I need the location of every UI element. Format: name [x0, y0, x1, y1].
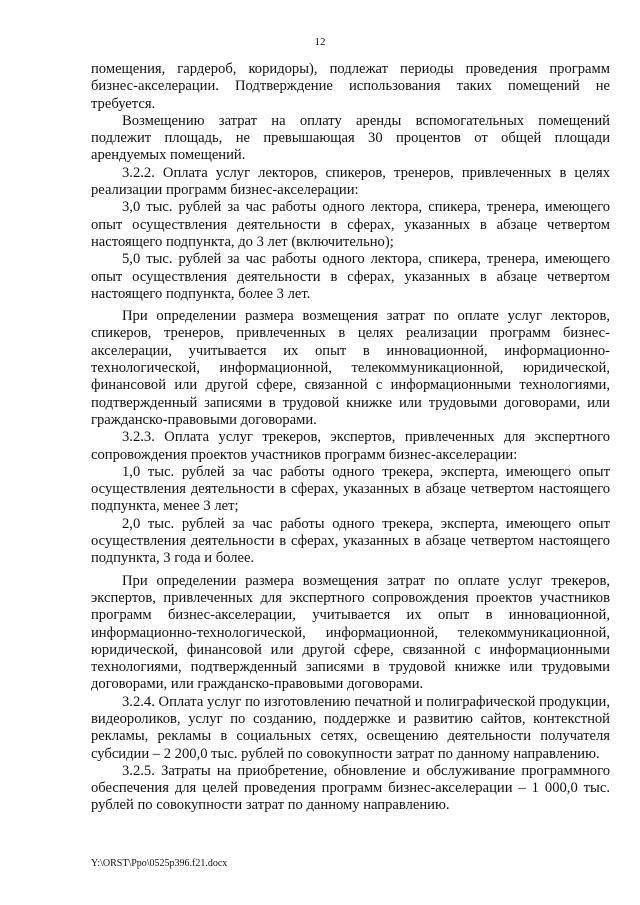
paragraph: При определении размера возмещения затрат по оплате услуг трекеров, экспертов, привлеченных для экспертного сопровождения проектов участников программ бизнес-акселерации, учитывается их опыт в инновационной, информационно-технологической, информационной, телекоммуникационной, юридической, финансовой или другой сфере, связанной с информационными технологиями, подтвержденный записями в трудовой книжке или трудовыми договорами, или гражданско-правовыми договорами.	[91, 572, 610, 693]
paragraph-continuation: помещения, гардероб, коридоры), подлежат периоды проведения программ бизнес-акселерации. Подтверждение использования таких помещений не требуется.	[91, 61, 610, 112]
paragraph-clause-3-2-2: 3.2.2. Оплата услуг лекторов, спикеров, тренеров, привлеченных в целях реализации программ бизнес-акселерации:	[91, 164, 610, 199]
paragraph: 2,0 тыс. рублей за час работы одного трекера, эксперта, имеющего опыт осуществления деятельности в сферах, указанных в абзаце четвертом настоящего подпункта, 3 года и более.	[91, 515, 610, 567]
paragraph: Возмещению затрат на оплату аренды вспомогательных помещений подлежит площадь, не превышающая 30 процентов от общей площади арендуемых помещений.	[91, 112, 610, 164]
page-number: 12	[314, 36, 326, 48]
paragraph: 3,0 тыс. рублей за час работы одного лектора, спикера, тренера, имеющего опыт осуществления деятельности в сферах, указанных в абзаце четвертом настоящего подпункта, до 3 лет (включительно);	[91, 199, 610, 250]
file-path-footer: Y:\ORST\Ppo\0525p396.f21.docx	[91, 858, 228, 869]
paragraph-clause-3-2-5: 3.2.5. Затраты на приобретение, обновление и обслуживание программного обеспечения для целей проведения программ бизнес-акселерации – 1 000,0 тыс. рублей по совокупности затрат по данному направлению.	[91, 762, 610, 814]
paragraph: 1,0 тыс. рублей за час работы одного трекера, эксперта, имеющего опыт осуществления деятельности в сферах, указанных в абзаце четвертом настоящего подпункта, менее 3 лет;	[91, 463, 610, 515]
paragraph: При определении размера возмещения затрат по оплате услуг лекторов, спикеров, тренеров, привлеченных в целях реализации программ бизнес-акселерации, учитывается их опыт в инновационной, информационно-технологической, информационной, телекоммуникационной, юридической, финансовой или другой сфере, связанной с информационными технологиями, подтвержденный записями в трудовой книжке или трудовыми договорами, или гражданско-правовыми договорами.	[91, 308, 610, 428]
paragraph-clause-3-2-3: 3.2.3. Оплата услуг трекеров, экспертов, привлеченных для экспертного сопровождения проектов участников программ бизнес-акселерации:	[91, 429, 610, 463]
document-body	[91, 61, 610, 815]
paragraph-clause-3-2-4: 3.2.4. Оплата услуг по изготовлению печатной и полиграфической продукции, видеороликов, услуг по созданию, поддержке и развитию сайтов, контекстной рекламы, рекламы в социальных сетях, освещению деятельности получателя субсидии – 2 200,0 тыс. рублей по совокупности затрат по данному направлению.	[91, 693, 610, 762]
paragraph: 5,0 тыс. рублей за час работы одного лектора, спикера, тренера, имеющего опыт осуществления деятельности в сферах, указанных в абзаце четвертом настоящего подпункта, более 3 лет.	[91, 251, 610, 302]
